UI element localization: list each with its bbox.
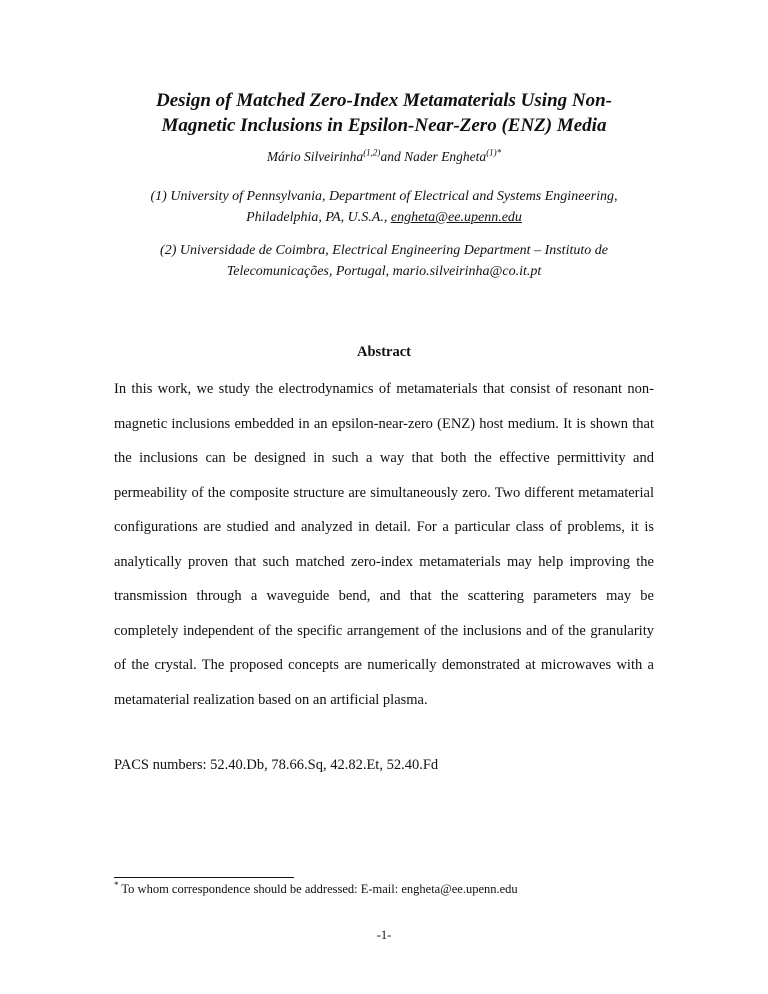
author-1-name: Mário Silveirinha	[266, 149, 364, 164]
affiliation-1-email-link[interactable]: engheta@ee.upenn.edu	[390, 210, 522, 225]
affiliation-2-text: (2) Universidade de Coimbra, Electrical Engineering Department – Instituto de Telecomunicações, Portugal, mario.silveirinha@co.it.pt	[160, 243, 608, 279]
page-number: -1-	[376, 928, 392, 942]
footnote-asterisk-marker: *	[114, 879, 119, 890]
authors-line	[114, 149, 654, 165]
pacs-numbers: PACS numbers: 52.40.Db, 78.66.Sq, 42.82.Et, 52.40.Fd	[114, 757, 439, 773]
author-2-name: and Nader Engheta	[380, 149, 487, 164]
abstract-body: In this work, we study the electrodynamics of metamaterials that consist of resonant non-magnetic inclusions embedded in an epsilon-near-zero (ENZ) host medium. It is shown that the inclusions can be designed in such a way that both the effective permittivity and permeability of the composite structure are simultaneously zero. Two different metamaterial configurations are studied and analyzed in detail. For a particular class of problems, it is analytically proven that such matched zero-index metamaterials may help improving the transmission through a waveguide bend, and that the scattering parameters may be completely independent of the specific arrangement of the inclusions and of the granularity of the crystal. The proposed concepts are numerically demonstrated at microwaves with a metamaterial realization based on an artificial plasma.	[114, 381, 654, 708]
author-2-affiliation-superscript: (1)*	[486, 147, 502, 158]
abstract-heading: Abstract	[357, 344, 411, 360]
paper-title	[114, 88, 654, 138]
affiliation-1-text: (1) University of Pennsylvania, Department of Electrical and Systems Engineering, Philadelphia, PA, U.S.A.,	[150, 189, 618, 225]
paper-title-line-1: Design of Matched Zero-Index Metamaterials Using Non-	[156, 90, 612, 111]
paper-title-line-2: Magnetic Inclusions in Epsilon-Near-Zero (ENZ) Media	[161, 115, 607, 136]
footnote-text: To whom correspondence should be addressed: E-mail: engheta@ee.upenn.edu	[118, 882, 518, 896]
affiliation-1	[114, 186, 654, 228]
author-1-affiliation-superscript: (1,2)	[363, 147, 381, 158]
affiliation-2	[114, 240, 654, 282]
correspondence-footnote	[114, 879, 654, 897]
footnote-separator-rule	[114, 877, 294, 878]
